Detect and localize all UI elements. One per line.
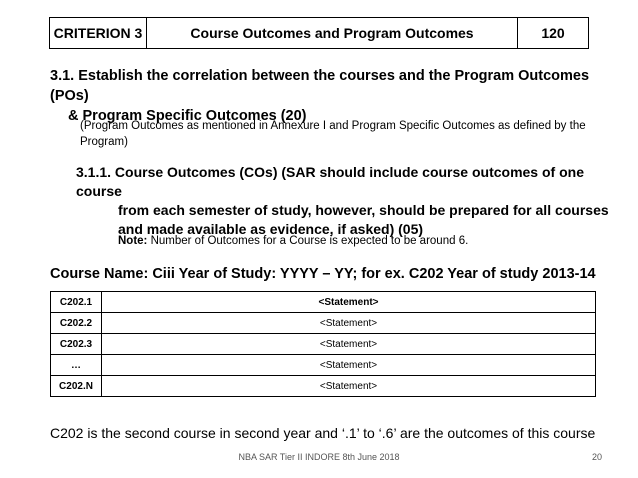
- course-outcomes-table: [50, 291, 596, 397]
- co-statement: <Statement>: [102, 313, 596, 334]
- co-statement: <Statement>: [102, 355, 596, 376]
- note-text: Number of Outcomes for a Course is expected to be around 6.: [147, 235, 469, 247]
- section-3-1-1-line1: 3.1.1. Course Outcomes (COs) (SAR should include course outcomes of one course: [76, 164, 584, 199]
- table-row: [51, 313, 596, 334]
- section-3-1-1-line3: and made available as evidence, if asked) (05): [118, 221, 424, 237]
- co-statement: <Statement>: [102, 334, 596, 355]
- table-row: [51, 376, 596, 397]
- criterion-score: 120: [541, 25, 565, 41]
- criterion-label: CRITERION 3: [50, 18, 147, 48]
- course-name-line: Course Name: Ciii Year of Study: YYYY – YY; for ex. C202 Year of study 2013-14: [50, 266, 596, 282]
- course-code-explanation: C202 is the second course in second year and ‘.1’ to ‘.6’ are the outcomes of this course: [50, 425, 596, 441]
- note-label: Note:: [118, 235, 148, 247]
- page-number: 20: [592, 452, 603, 462]
- slide-footer-text: NBA SAR Tier II INDORE 8th June 2018: [238, 452, 400, 462]
- outcomes-count-note: [118, 235, 468, 247]
- program-outcomes-note: (Program Outcomes as mentioned in Annexure I and Program Specific Outcomes as defined by the Program): [80, 120, 586, 148]
- table-row: [51, 292, 596, 313]
- co-statement: <Statement>: [102, 292, 596, 313]
- section-3-1-line2: & Program Specific Outcomes (20): [68, 108, 307, 124]
- co-statement: <Statement>: [102, 376, 596, 397]
- co-code: C202.N: [51, 376, 102, 397]
- section-3-1-1-line2: from each semester of study, however, should be prepared for all courses: [118, 202, 609, 218]
- co-code: C202.3: [51, 334, 102, 355]
- co-code: …: [51, 355, 102, 376]
- criterion-title: Course Outcomes and Program Outcomes: [147, 18, 518, 48]
- section-3-1-1-heading: [76, 163, 616, 239]
- table-row: [51, 355, 596, 376]
- section-3-1-heading: [50, 66, 620, 126]
- co-code: C202.2: [51, 313, 102, 334]
- section-3-1-line1: 3.1. Establish the correlation between the courses and the Program Outcomes (POs): [50, 68, 590, 104]
- co-code: C202.1: [51, 292, 102, 313]
- table-row: [51, 334, 596, 355]
- criterion-header: [49, 17, 589, 49]
